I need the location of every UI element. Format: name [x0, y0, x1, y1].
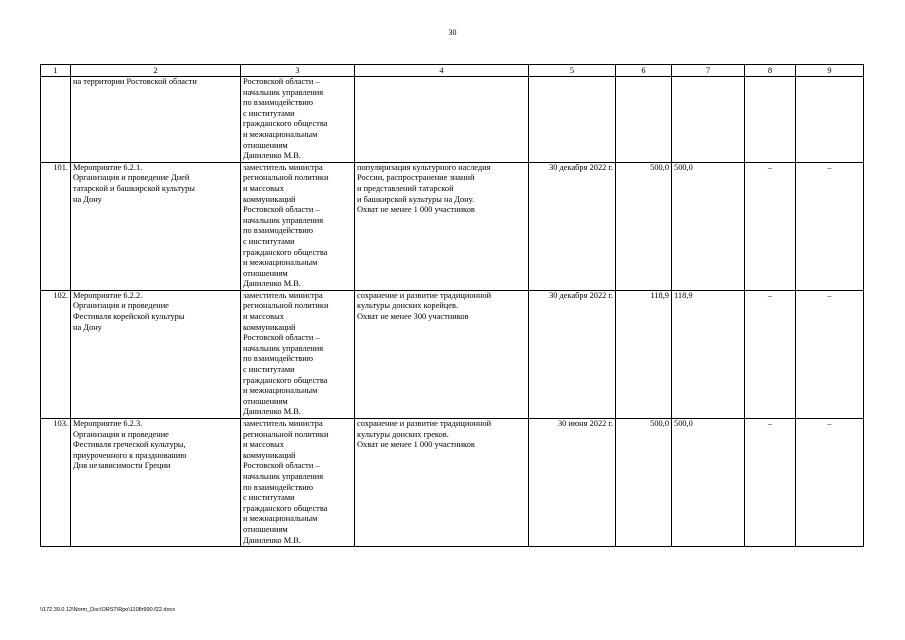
executor: заместитель министра региональной политики и массовых коммуникаций Ростовской области – начальник управления по взаимодействию с институтами гражданского общества и межнациональным отношениям Даниленко М.В. [241, 162, 355, 290]
column-header: 6 [616, 65, 672, 77]
funding-regional: 500,0 [672, 419, 745, 547]
event-name: на территории Ростовской области [71, 77, 241, 163]
funding-other [796, 77, 864, 163]
funding-federal: – [745, 419, 796, 547]
table-row [41, 419, 864, 547]
executor: Ростовской области – начальник управления по взаимодействию с институтами гражданского общества и межнациональным отношениям Даниленко М.В. [241, 77, 355, 163]
event-name: Мероприятие 6.2.3. Организация и проведение Фестиваля греческой культуры, приуроченного к празднованию Дня независимости Греции [71, 419, 241, 547]
row-number [41, 77, 71, 163]
column-header: 1 [41, 65, 71, 77]
document-file-path: \\172.30.0.12\Norm_Doc\ORST\Rpo\1108r990.f22.docx [40, 607, 176, 613]
funding-regional [672, 77, 745, 163]
table-row [41, 77, 864, 163]
row-number: 102. [41, 290, 71, 418]
expected-result: сохранение и развитие традиционной культуры донских греков. Охват не менее 1 000 участников [355, 419, 529, 547]
table-row [41, 290, 864, 418]
funding-federal: – [745, 290, 796, 418]
funding-regional: 118,9 [672, 290, 745, 418]
executor: заместитель министра региональной политики и массовых коммуникаций Ростовской области – начальник управления по взаимодействию с институтами гражданского общества и межнациональным отношениям Даниленко М.В. [241, 419, 355, 547]
funding-total: 500,0 [616, 162, 672, 290]
column-header: 9 [796, 65, 864, 77]
funding-federal: – [745, 162, 796, 290]
deadline: 30 декабря 2022 г. [529, 162, 616, 290]
expected-result: сохранение и развитие традиционной культуры донских корейцев. Охват не менее 300 участников [355, 290, 529, 418]
column-header: 5 [529, 65, 616, 77]
expected-result: популяризация культурного наследия России, распространение знаний и представлений татарской и башкирской культуры на Дону. Охват не менее 1 000 участников [355, 162, 529, 290]
column-header: 3 [241, 65, 355, 77]
funding-other: – [796, 162, 864, 290]
funding-total [616, 77, 672, 163]
column-number-row [41, 65, 864, 77]
funding-total: 500,0 [616, 419, 672, 547]
row-number: 101. [41, 162, 71, 290]
funding-other: – [796, 419, 864, 547]
event-name: Мероприятие 6.2.1. Организация и проведение Дней татарской и башкирской культуры на Дону [71, 162, 241, 290]
funding-other: – [796, 290, 864, 418]
funding-federal [745, 77, 796, 163]
column-header: 4 [355, 65, 529, 77]
measures-table [40, 64, 864, 547]
deadline: 30 июня 2022 г. [529, 419, 616, 547]
executor: заместитель министра региональной политики и массовых коммуникаций Ростовской области – начальник управления по взаимодействию с институтами гражданского общества и межнациональным отношениям Даниленко М.В. [241, 290, 355, 418]
row-number: 103. [41, 419, 71, 547]
column-header: 8 [745, 65, 796, 77]
column-header: 2 [71, 65, 241, 77]
deadline: 30 декабря 2022 г. [529, 290, 616, 418]
deadline [529, 77, 616, 163]
page-number: 30 [448, 28, 457, 37]
column-header: 7 [672, 65, 745, 77]
funding-regional: 500,0 [672, 162, 745, 290]
funding-total: 118,9 [616, 290, 672, 418]
expected-result [355, 77, 529, 163]
table-row [41, 162, 864, 290]
event-name: Мероприятие 6.2.2. Организация и проведение Фестиваля корейской культуры на Дону [71, 290, 241, 418]
